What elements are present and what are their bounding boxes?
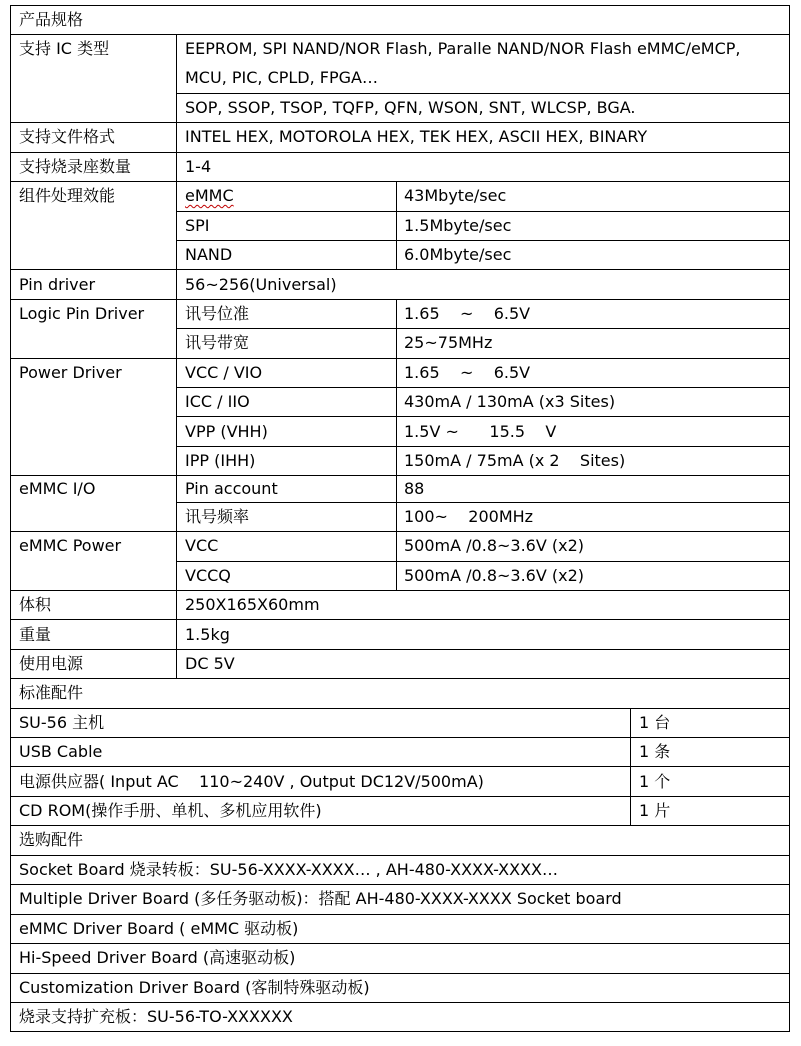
section-specs-title: 产品规格	[19, 10, 84, 29]
rule	[396, 299, 397, 591]
logic-row-value: 25~75MHz	[404, 333, 493, 352]
optional-item: Hi-Speed Driver Board (高速驱动板)	[19, 948, 296, 967]
rule	[10, 943, 790, 944]
rule	[176, 502, 790, 503]
power-row-value: 1.65 ~ 6.5V	[404, 363, 531, 382]
rule	[10, 855, 790, 856]
rule	[10, 737, 790, 738]
rule	[789, 5, 790, 1032]
rule	[10, 5, 11, 1032]
rule	[10, 590, 790, 591]
weight-label: 重量	[19, 625, 52, 644]
emmc-io-row-value: 88	[404, 479, 425, 498]
emmc-io-row-name: 讯号频率	[185, 507, 250, 526]
emmc-power-row-name: VCCQ	[185, 566, 231, 585]
standard-item-name: CD ROM(操作手册、单机、多机应用软件)	[19, 801, 322, 820]
optional-item: eMMC Driver Board ( eMMC 驱动板)	[19, 919, 299, 938]
rule	[10, 973, 790, 974]
rule	[10, 678, 790, 679]
rule	[10, 619, 790, 620]
rule	[630, 708, 631, 826]
power-row-name: VCC / VIO	[185, 363, 263, 382]
logic-row-value: 1.65 ~ 6.5V	[404, 304, 531, 323]
standard-item-qty: 1 个	[639, 772, 671, 791]
rule	[10, 1002, 790, 1003]
rule	[176, 561, 790, 562]
rule	[10, 34, 790, 35]
power-row-value: 1.5V ~ 15.5 V	[404, 422, 557, 441]
logic-pin-driver-label: Logic Pin Driver	[19, 304, 145, 323]
standard-item-name: 电源供应器( Input AC 110~240V , Output DC12V/500mA)	[19, 772, 484, 791]
logic-row-name: 讯号位准	[185, 304, 250, 323]
rule	[10, 181, 790, 182]
rule	[176, 240, 790, 241]
rule	[10, 5, 790, 6]
rule	[176, 416, 790, 417]
rule	[10, 825, 790, 826]
volume-value: 250X165X60mm	[185, 595, 320, 614]
rule	[176, 34, 177, 679]
section-standard-title: 标准配件	[19, 683, 84, 702]
emmc-io-label: eMMC I/O	[19, 479, 96, 498]
performance-row-value: 1.5Mbyte/sec	[404, 216, 512, 235]
emmc-power-row-value: 500mA /0.8~3.6V (x2)	[404, 566, 585, 585]
emmc-power-row-name: VCC	[185, 536, 219, 555]
weight-value: 1.5kg	[185, 625, 230, 644]
rule	[10, 299, 790, 300]
ic-types-line1: EEPROM, SPI NAND/NOR Flash, Paralle NAND/NOR Flash eMMC/eMCP,	[185, 39, 741, 58]
rule	[10, 269, 790, 270]
ic-packages: SOP, SSOP, TSOP, TQFP, QFN, WSON, SNT, WLCSP, BGA.	[185, 98, 636, 117]
ic-types-line2: MCU, PIC, CPLD, FPGA…	[185, 68, 378, 87]
standard-item-name: USB Cable	[19, 742, 103, 761]
section-optional-title: 选购配件	[19, 830, 84, 849]
emmc-io-row-value: 100~ 200MHz	[404, 507, 534, 526]
file-formats-value: INTEL HEX, MOTOROLA HEX, TEK HEX, ASCII HEX, BINARY	[185, 127, 648, 146]
optional-item: Customization Driver Board (客制特殊驱动板)	[19, 978, 370, 997]
standard-item-qty: 1 台	[639, 713, 671, 732]
rule	[10, 914, 790, 915]
performance-label: 组件处理效能	[19, 186, 116, 205]
pin-driver-label: Pin driver	[19, 275, 96, 294]
rule	[10, 649, 790, 650]
standard-item-qty: 1 片	[639, 801, 671, 820]
rule	[10, 766, 790, 767]
rule	[176, 93, 790, 94]
rule	[10, 796, 790, 797]
logic-row-name: 讯号带宽	[185, 333, 250, 352]
power-row-value: 430mA / 130mA (x3 Sites)	[404, 392, 616, 411]
optional-item: Multiple Driver Board (多任务驱动板)：搭配 AH-480-XXXX-XXXX Socket board	[19, 889, 622, 908]
emmc-io-row-name: Pin account	[185, 479, 278, 498]
power-supply-value: DC 5V	[185, 654, 235, 673]
socket-count-label: 支持烧录座数量	[19, 157, 132, 176]
optional-item: 烧录支持扩充板：SU-56-TO-XXXXXX	[19, 1007, 293, 1026]
rule	[10, 152, 790, 153]
rule	[10, 708, 790, 709]
rule	[396, 181, 397, 270]
ic-types-label: 支持 IC 类型	[19, 39, 110, 58]
power-row-name: VPP (VHH)	[185, 422, 268, 441]
power-supply-label: 使用电源	[19, 654, 84, 673]
rule	[176, 211, 790, 212]
rule	[176, 446, 790, 447]
rule	[10, 475, 790, 476]
rule	[10, 358, 790, 359]
performance-row-name: eMMC	[185, 186, 234, 205]
optional-item: Socket Board 烧录转板：SU-56-XXXX-XXXX… , AH-480-XXXX-XXXX…	[19, 860, 558, 879]
pin-driver-value: 56~256(Universal)	[185, 275, 337, 294]
volume-label: 体积	[19, 595, 52, 614]
performance-row-value: 43Mbyte/sec	[404, 186, 507, 205]
rule	[10, 531, 790, 532]
emmc-power-label: eMMC Power	[19, 536, 122, 555]
standard-item-name: SU-56 主机	[19, 713, 105, 732]
rule	[10, 884, 790, 885]
emmc-power-row-value: 500mA /0.8~3.6V (x2)	[404, 536, 585, 555]
power-row-value: 150mA / 75mA (x 2 Sites)	[404, 451, 626, 470]
file-formats-label: 支持文件格式	[19, 127, 116, 146]
power-row-name: IPP (IHH)	[185, 451, 256, 470]
power-driver-label: Power Driver	[19, 363, 122, 382]
rule	[10, 122, 790, 123]
performance-row-name: NAND	[185, 245, 233, 264]
performance-row-value: 6.0Mbyte/sec	[404, 245, 512, 264]
power-row-name: ICC / IIO	[185, 392, 250, 411]
rule	[176, 328, 790, 329]
rule	[176, 387, 790, 388]
socket-count-value: 1-4	[185, 157, 212, 176]
rule	[10, 1031, 790, 1032]
standard-item-qty: 1 条	[639, 742, 671, 761]
performance-row-name: SPI	[185, 216, 210, 235]
